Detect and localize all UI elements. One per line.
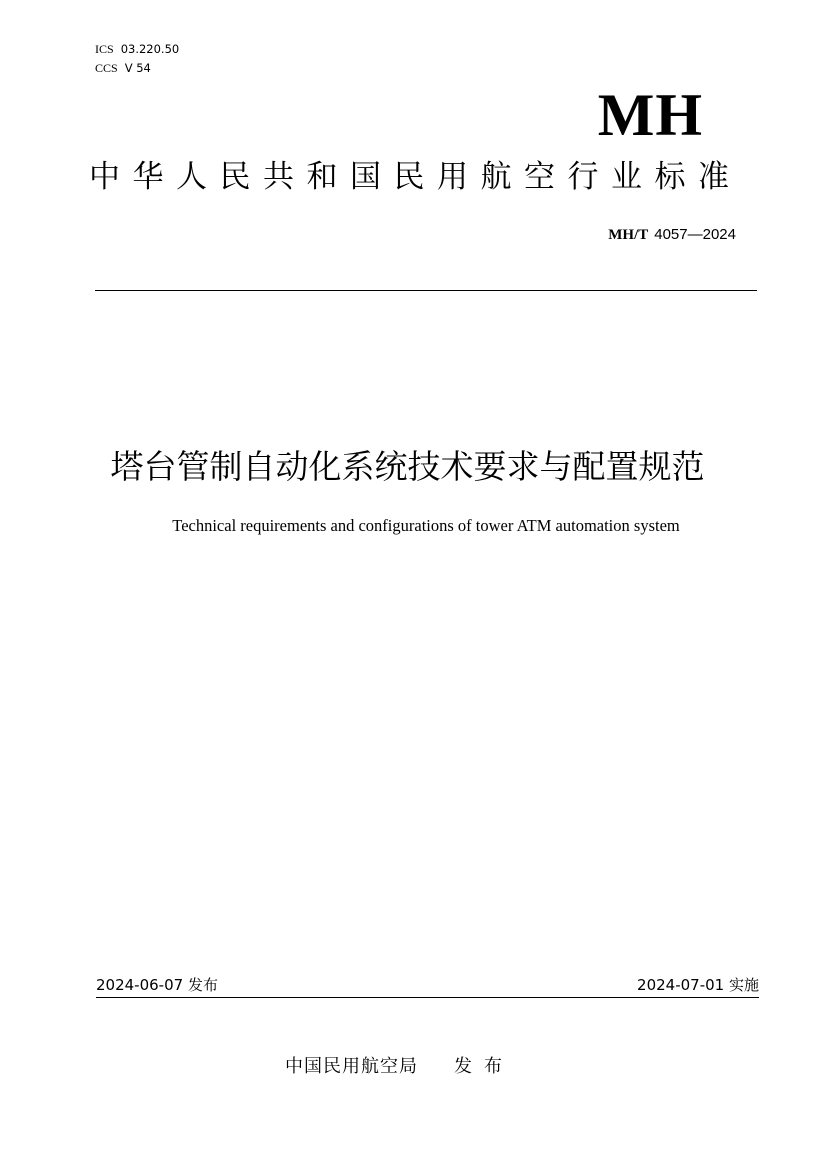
ccs-code (95, 59, 179, 78)
top-divider (95, 290, 757, 291)
ics-value: 03.220.50 (120, 42, 180, 56)
issuing-organization: 中国民用航空局 (285, 1056, 418, 1077)
standard-prefix: MH/T (608, 227, 649, 243)
ics-label: ICS (95, 42, 114, 56)
classification-codes (95, 40, 179, 78)
bottom-divider (96, 997, 759, 998)
industry-standard-heading: 中华人民共和国民用航空行业标准 (89, 159, 742, 195)
standard-code: 4057—2024 (654, 226, 736, 243)
mh-logo: MH (597, 82, 703, 148)
document-title-chinese: 塔台管制自动化系统技术要求与配置规范 (110, 447, 705, 486)
standard-number (608, 224, 736, 245)
document-title-english: Technical requirements and configurations of tower ATM automation system (172, 516, 680, 535)
ccs-value: V 54 (124, 61, 151, 75)
ics-code (95, 40, 179, 59)
publish-date: 2024-06-07 发布 (96, 976, 218, 994)
issuer-line (285, 1055, 514, 1079)
effective-date: 2024-07-01 实施 (637, 976, 759, 994)
ccs-label: CCS (95, 61, 118, 75)
issue-action: 发布 (454, 1056, 514, 1077)
